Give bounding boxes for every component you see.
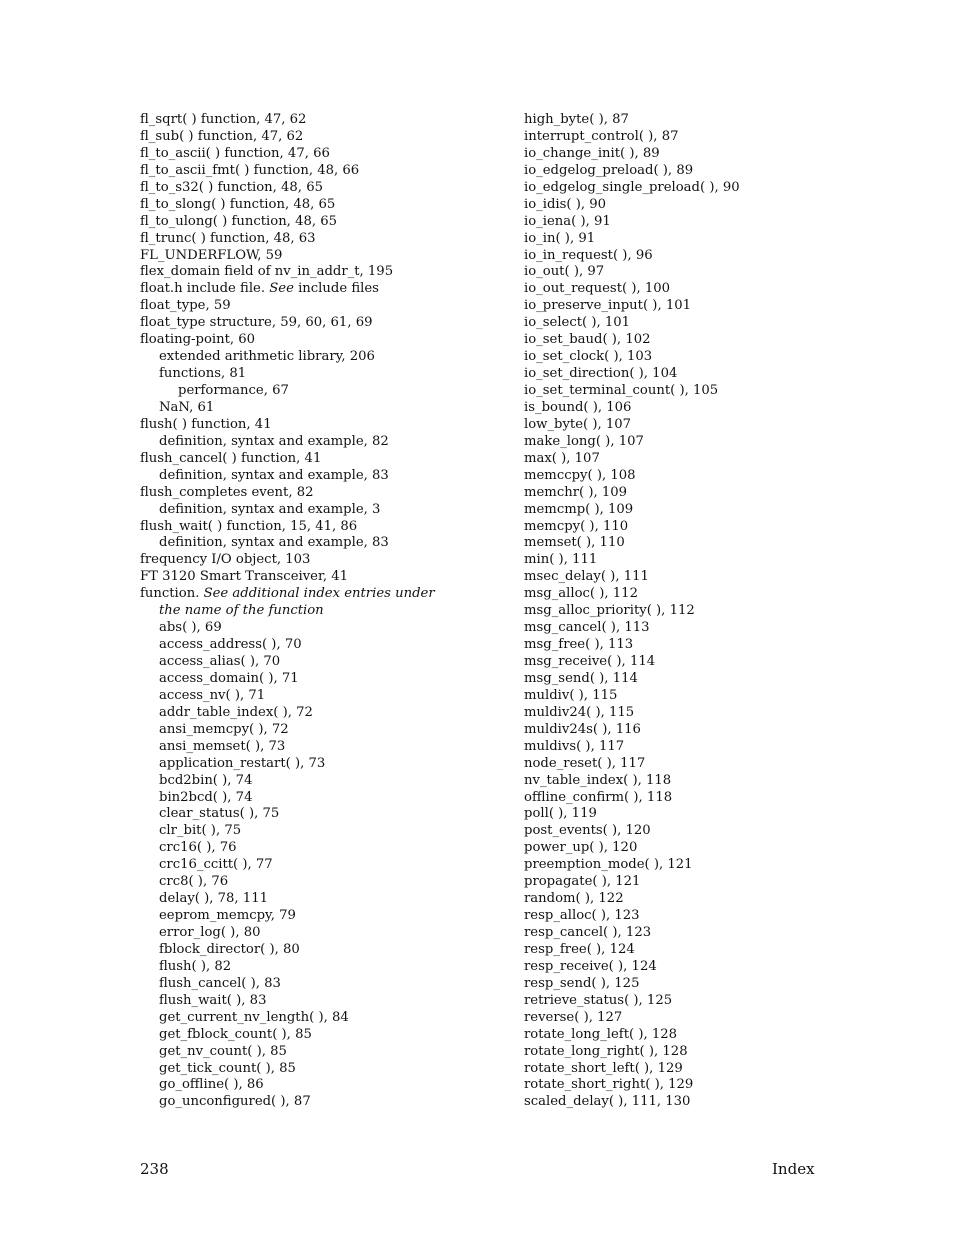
index-entry [524, 535, 824, 552]
index-entry-text: rotate_short_right( ), 129 [524, 1077, 694, 1093]
index-entry [140, 959, 470, 976]
index-entry-text: fl_to_s32( ) function, 48, 65 [140, 179, 323, 195]
index-entry [140, 451, 470, 468]
index-entry [140, 112, 470, 129]
index-entry-text: performance, 67 [178, 383, 289, 398]
index-entry [140, 773, 470, 790]
index-entry-text: memchr( ), 109 [524, 484, 628, 500]
index-entry-text: go_offline( ), 86 [159, 1077, 264, 1093]
index-entry-text: flex_domain field of nv_in_addr_t, 195 [140, 264, 394, 280]
index-entry [140, 332, 470, 349]
index-entry-text: include files [293, 281, 379, 297]
index-entry [524, 400, 824, 417]
index-entry [524, 281, 824, 298]
index-entry-text: get_current_nv_length( ), 84 [159, 1009, 349, 1025]
index-entry [524, 264, 824, 281]
index-entry [524, 1061, 824, 1078]
index-entry [140, 1010, 470, 1027]
index-entry-text: make_long( ), 107 [524, 433, 644, 449]
index-entry [140, 1027, 470, 1044]
index-entry [524, 315, 824, 332]
index-entry [524, 468, 824, 485]
index-entry [140, 535, 470, 552]
index-entry-text: io_out( ), 97 [524, 264, 605, 280]
index-column-right [524, 112, 824, 1111]
index-entry [524, 163, 824, 180]
index-entry-text: frequency I/O object, 103 [140, 552, 311, 568]
index-entry-italic-text: See [269, 281, 294, 297]
index-entry-text: extended arithmetic library, 206 [159, 349, 375, 365]
index-entry [140, 840, 470, 857]
index-entry [140, 180, 470, 197]
index-entry [140, 485, 470, 502]
index-entry [524, 129, 824, 146]
index-entry [140, 349, 470, 366]
index-entry [524, 1094, 824, 1111]
index-entry-text: resp_cancel( ), 123 [524, 925, 652, 940]
index-entry-text: io_preserve_input( ), 101 [524, 298, 692, 314]
index-entry-text: fl_trunc( ) function, 48, 63 [140, 230, 316, 246]
index-entry [140, 400, 470, 417]
index-entry-text: io_change_init( ), 89 [524, 145, 660, 161]
index-entry [524, 942, 824, 959]
index-entry-text: memcpy( ), 110 [524, 518, 629, 534]
index-entry-text: msg_alloc( ), 112 [524, 586, 638, 602]
index-entry [524, 806, 824, 823]
index-entry-text: rotate_long_right( ), 128 [524, 1043, 688, 1059]
index-entry [524, 214, 824, 231]
index-entry [524, 349, 824, 366]
index-entry [524, 197, 824, 214]
index-entry-text: access_nv( ), 71 [159, 687, 266, 703]
index-entry-italic-text: See additional index entries under [203, 586, 435, 602]
index-entry-text: preemption_mode( ), 121 [524, 857, 693, 873]
index-entry [140, 976, 470, 993]
index-entry-text: post_events( ), 120 [524, 823, 651, 839]
index-entry [140, 756, 470, 773]
index-entry-text: abs( ), 69 [159, 620, 222, 636]
index-entry-text: access_domain( ), 71 [159, 670, 299, 686]
index-entry [140, 874, 470, 891]
index-entry-text: rotate_short_left( ), 129 [524, 1060, 683, 1076]
index-entry-text: flush( ), 82 [159, 958, 232, 974]
index-entry [524, 959, 824, 976]
index-entry [524, 451, 824, 468]
index-entry [140, 298, 470, 315]
index-entry-text: crc8( ), 76 [159, 874, 229, 890]
index-entry [140, 383, 470, 400]
index-entry-text: flush_completes event, 82 [140, 484, 314, 500]
index-entry [524, 1044, 824, 1061]
index-entry-text: nv_table_index( ), 118 [524, 772, 672, 788]
index-entry [140, 417, 470, 434]
index-entry-text: muldiv( ), 115 [524, 687, 618, 703]
index-entry [140, 502, 470, 519]
index-entry [140, 993, 470, 1010]
index-entry [140, 908, 470, 925]
index-entry-text: function. [140, 586, 204, 602]
index-entry [140, 603, 470, 620]
index-entry [140, 857, 470, 874]
index-entry-text: fl_to_ascii( ) function, 47, 66 [140, 145, 330, 161]
index-entry [524, 552, 824, 569]
index-entry [140, 129, 470, 146]
index-entry-text: application_restart( ), 73 [159, 755, 326, 771]
index-entry-text: resp_free( ), 124 [524, 941, 635, 957]
index-entry [524, 569, 824, 586]
index-entry [140, 281, 470, 298]
footer-section-title: Index [772, 1160, 815, 1178]
index-entry-text: definition, syntax and example, 83 [159, 467, 389, 483]
index-entry-text: io_iena( ), 91 [524, 213, 611, 229]
index-entry-text: memset( ), 110 [524, 535, 625, 551]
index-entry [524, 705, 824, 722]
index-entry [140, 146, 470, 163]
index-entry [140, 722, 470, 739]
index-entry [524, 146, 824, 163]
index-entry-text: max( ), 107 [524, 450, 600, 466]
index-entry-text: NaN, 61 [159, 399, 215, 415]
index-entry [524, 620, 824, 637]
index-entry [140, 197, 470, 214]
index-entry [140, 790, 470, 807]
index-entry-text: flush_wait( ) function, 15, 41, 86 [140, 518, 358, 534]
index-entry-text: power_up( ), 120 [524, 840, 638, 856]
index-entry-text: definition, syntax and example, 82 [159, 433, 389, 449]
index-entry [524, 485, 824, 502]
index-entry [524, 434, 824, 451]
index-entry [524, 366, 824, 383]
index-entry-text: fl_sub( ) function, 47, 62 [140, 128, 304, 144]
index-entry-text: muldivs( ), 117 [524, 738, 625, 754]
index-entry-text: scaled_delay( ), 111, 130 [524, 1094, 691, 1110]
index-entry [524, 925, 824, 942]
index-entry-text: addr_table_index( ), 72 [159, 704, 313, 720]
index-entry-text: interrupt_control( ), 87 [524, 128, 679, 144]
index-entry-text: memcmp( ), 109 [524, 501, 634, 517]
index-entry [524, 603, 824, 620]
index-entry [140, 1077, 470, 1094]
index-column-left [140, 112, 470, 1111]
index-entry-text: msg_free( ), 113 [524, 637, 634, 653]
index-entry-text: msg_alloc_priority( ), 112 [524, 603, 695, 619]
index-entry-text: is_bound( ), 106 [524, 399, 632, 415]
index-entry [524, 112, 824, 129]
index-entry [140, 1094, 470, 1111]
index-entry-text: poll( ), 119 [524, 806, 597, 822]
index-entry-text: io_idis( ), 90 [524, 196, 607, 212]
index-entry-text: resp_receive( ), 124 [524, 958, 657, 974]
index-entry-text: eeprom_memcpy, 79 [159, 908, 296, 924]
index-entry [140, 315, 470, 332]
index-entry [140, 620, 470, 637]
index-entry [140, 671, 470, 688]
index-entry [140, 366, 470, 383]
index-entry [524, 976, 824, 993]
index-entry-text: FT 3120 Smart Transceiver, 41 [140, 569, 348, 585]
index-entry-text: fl_to_slong( ) function, 48, 65 [140, 196, 336, 212]
index-entry-text: bcd2bin( ), 74 [159, 772, 253, 788]
index-entry-text: io_set_baud( ), 102 [524, 332, 651, 348]
index-entry-text: node_reset( ), 117 [524, 755, 646, 771]
index-entry-text: muldiv24( ), 115 [524, 704, 635, 720]
index-entry [140, 519, 470, 536]
index-entry [524, 790, 824, 807]
index-entry [524, 671, 824, 688]
index-entry-text: msec_delay( ), 111 [524, 569, 649, 585]
index-entry-text: flush( ) function, 41 [140, 416, 272, 432]
index-entry-text: fl_to_ulong( ) function, 48, 65 [140, 213, 338, 229]
index-entry [524, 840, 824, 857]
page-number: 238 [140, 1160, 169, 1178]
index-entry [524, 857, 824, 874]
index-entry [524, 248, 824, 265]
index-entry-text: resp_send( ), 125 [524, 975, 640, 991]
index-entry-text: access_alias( ), 70 [159, 654, 281, 669]
index-entry [140, 942, 470, 959]
index-entry-text: flush_cancel( ), 83 [159, 975, 281, 991]
index-entry-text: io_edgelog_single_preload( ), 90 [524, 179, 740, 195]
index-entry-text: propagate( ), 121 [524, 874, 641, 890]
index-entry [140, 654, 470, 671]
index-entry [140, 1061, 470, 1078]
index-entry-text: fl_to_ascii_fmt( ) function, 48, 66 [140, 162, 360, 178]
index-entry-italic-text: the name of the function [159, 603, 324, 619]
index-entry [524, 231, 824, 248]
index-entry [524, 502, 824, 519]
index-entry [140, 569, 470, 586]
index-entry-text: high_byte( ), 87 [524, 112, 629, 127]
index-entry [524, 1077, 824, 1094]
index-entry-text: float.h include file. [140, 281, 270, 297]
index-entry [140, 739, 470, 756]
index-entry [140, 264, 470, 281]
index-entry-text: go_unconfigured( ), 87 [159, 1094, 311, 1110]
index-entry-text: offline_confirm( ), 118 [524, 789, 673, 805]
index-entry-text: resp_alloc( ), 123 [524, 908, 640, 924]
index-entry [524, 332, 824, 349]
index-entry [140, 806, 470, 823]
index-entry-text: msg_receive( ), 114 [524, 654, 656, 669]
index-entry-text: functions, 81 [159, 366, 247, 382]
index-entry-text: error_log( ), 80 [159, 925, 261, 940]
index-entry-text: fl_sqrt( ) function, 47, 62 [140, 112, 307, 127]
index-entry [140, 468, 470, 485]
index-entry-text: muldiv24s( ), 116 [524, 721, 641, 737]
index-entry-text: get_tick_count( ), 85 [159, 1060, 296, 1076]
index-entry-text: io_in_request( ), 96 [524, 247, 653, 263]
index-entry [524, 722, 824, 739]
index-entry-text: crc16_ccitt( ), 77 [159, 857, 273, 873]
index-entry-text: msg_send( ), 114 [524, 670, 638, 686]
index-entry-text: msg_cancel( ), 113 [524, 620, 650, 636]
index-entry-text: ansi_memcpy( ), 72 [159, 721, 289, 737]
index-entry-text: memccpy( ), 108 [524, 467, 636, 483]
index-entry-text: retrieve_status( ), 125 [524, 992, 673, 1008]
index-entry [524, 756, 824, 773]
index-entry-text: floating-point, 60 [140, 332, 256, 348]
index-entry [524, 417, 824, 434]
index-entry [524, 739, 824, 756]
index-entry-text: flush_cancel( ) function, 41 [140, 450, 322, 466]
index-entry [524, 654, 824, 671]
index-entry-text: definition, syntax and example, 3 [159, 501, 381, 517]
index-entry [140, 231, 470, 248]
index-entry-text: get_fblock_count( ), 85 [159, 1026, 312, 1042]
index-entry [140, 1044, 470, 1061]
index-entry-text: min( ), 111 [524, 552, 598, 568]
index-entry [524, 688, 824, 705]
index-entry-text: io_edgelog_preload( ), 89 [524, 162, 694, 178]
index-entry [140, 891, 470, 908]
index-entry-text: get_nv_count( ), 85 [159, 1043, 287, 1059]
index-entry-text: low_byte( ), 107 [524, 416, 632, 432]
index-entry [140, 163, 470, 180]
index-entry [524, 823, 824, 840]
index-entry [140, 925, 470, 942]
index-entry-text: rotate_long_left( ), 128 [524, 1026, 678, 1042]
index-entry-text: clr_bit( ), 75 [159, 823, 242, 839]
index-entry-text: delay( ), 78, 111 [159, 891, 268, 907]
index-entry [524, 773, 824, 790]
index-entry [524, 519, 824, 536]
index-entry [140, 434, 470, 451]
index-entry-text: io_select( ), 101 [524, 315, 631, 331]
index-entry [524, 383, 824, 400]
index-entry [524, 1010, 824, 1027]
index-entry-text: FL_UNDERFLOW, 59 [140, 247, 283, 263]
index-entry-text: float_type structure, 59, 60, 61, 69 [140, 315, 373, 331]
index-entry-text: io_out_request( ), 100 [524, 281, 671, 297]
index-entry [140, 552, 470, 569]
index-entry [140, 214, 470, 231]
index-entry [140, 823, 470, 840]
index-entry-text: access_address( ), 70 [159, 637, 302, 653]
index-entry [524, 298, 824, 315]
index-entry [524, 891, 824, 908]
index-entry-text: definition, syntax and example, 83 [159, 535, 389, 551]
index-entry [140, 586, 470, 603]
index-entry [140, 248, 470, 265]
index-entry [524, 1027, 824, 1044]
index-entry [140, 637, 470, 654]
index-entry-text: io_in( ), 91 [524, 230, 596, 246]
index-entry-text: fblock_director( ), 80 [159, 941, 300, 957]
index-entry [524, 874, 824, 891]
index-entry [524, 180, 824, 197]
index-entry [524, 586, 824, 603]
index-entry [140, 705, 470, 722]
index-entry-text: reverse( ), 127 [524, 1009, 623, 1025]
index-entry-text: random( ), 122 [524, 891, 624, 907]
index-entry [524, 993, 824, 1010]
index-entry-text: flush_wait( ), 83 [159, 992, 267, 1008]
index-entry-text: ansi_memset( ), 73 [159, 738, 286, 754]
index-entry-text: bin2bcd( ), 74 [159, 789, 253, 805]
index-entry-text: io_set_terminal_count( ), 105 [524, 383, 719, 398]
index-entry [524, 908, 824, 925]
index-entry-text: clear_status( ), 75 [159, 806, 280, 822]
index-entry [524, 637, 824, 654]
index-entry-text: io_set_direction( ), 104 [524, 366, 678, 382]
index-entry-text: io_set_clock( ), 103 [524, 349, 653, 365]
index-entry-text: crc16( ), 76 [159, 840, 237, 856]
index-entry-text: float_type, 59 [140, 298, 231, 314]
index-entry [140, 688, 470, 705]
